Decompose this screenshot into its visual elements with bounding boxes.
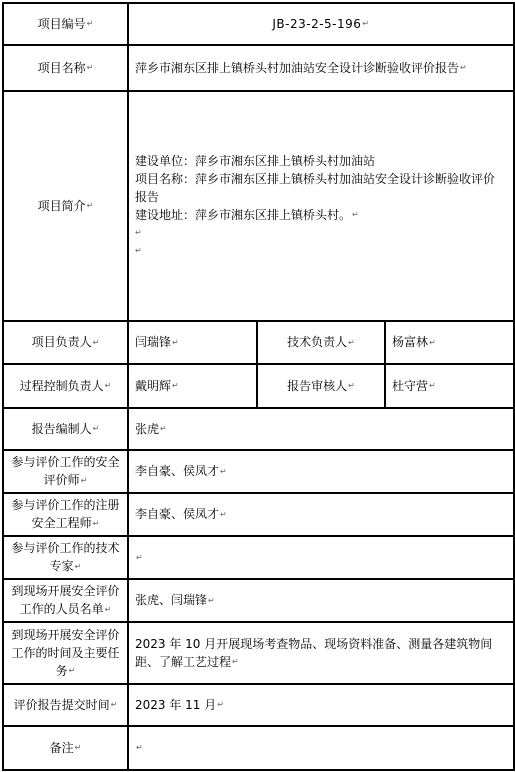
project-name-label: 项目名称↵ — [3, 45, 128, 91]
process-control-leader-label: 过程控制负责人↵ — [3, 364, 128, 408]
paragraph-mark-icon: ↵ — [92, 424, 100, 434]
paragraph-mark-icon: ↵ — [135, 246, 142, 256]
paragraph-mark-icon: ↵ — [86, 63, 94, 73]
paragraph-mark-icon: ↵ — [74, 743, 82, 753]
paragraph-mark-icon: ↵ — [136, 552, 143, 562]
paragraph-mark-icon: ↵ — [92, 518, 100, 528]
paragraph-mark-icon: ↵ — [74, 561, 82, 571]
tech-leader-value: 杨富林↵ — [385, 321, 514, 364]
safety-evaluators-label: 参与评价工作的安全评价师↵ — [3, 450, 128, 493]
paragraph-mark-icon: ↵ — [86, 201, 94, 211]
row-report-writer — [3, 408, 514, 450]
registered-engineers-label: 参与评价工作的注册安全工程师↵ — [3, 493, 128, 536]
paragraph-mark-icon: ↵ — [352, 210, 359, 220]
paragraph-mark-icon: ↵ — [110, 700, 118, 710]
paragraph-mark-icon: ↵ — [460, 63, 467, 73]
site-personnel-value: 张虎、闫瑞锋↵ — [128, 579, 514, 622]
paragraph-mark-icon: ↵ — [136, 743, 143, 753]
row-safety-evaluators — [3, 450, 514, 493]
paragraph-mark-icon: ↵ — [80, 475, 88, 485]
row-registered-engineers — [3, 493, 514, 536]
row-site-personnel — [3, 579, 514, 622]
project-intro-label: 项目简介↵ — [3, 91, 128, 321]
project-intro-value — [128, 91, 514, 321]
paragraph-mark-icon: ↵ — [220, 466, 227, 476]
paragraph-mark-icon: ↵ — [220, 509, 227, 519]
row-project-name — [3, 45, 514, 91]
report-writer-label: 报告编制人↵ — [3, 408, 128, 450]
project-name-value: 萍乡市湘东区排上镇桥头村加油站安全设计诊断验收评价报告↵ — [128, 45, 514, 91]
paragraph-mark-icon: ↵ — [217, 700, 224, 710]
site-time-tasks-value: 2023 年 10 月开展现场考查物品、现场资料准备、测量各建筑物间距、了解工艺过程↵ — [128, 622, 514, 684]
project-number-label: 项目编号↵ — [3, 3, 128, 45]
registered-engineers-value: 李自豪、侯凤才↵ — [128, 493, 514, 536]
paragraph-mark-icon: ↵ — [362, 19, 370, 29]
row-project-number — [3, 3, 514, 45]
tech-experts-value — [128, 536, 514, 579]
intro-line-name: 项目名称：萍乡市湘东区排上镇桥头村加油站安全设计诊断验收评价 — [135, 171, 496, 186]
paragraph-mark-icon: ↵ — [86, 19, 94, 29]
paragraph-mark-icon: ↵ — [348, 381, 355, 391]
submit-time-value: 2023 年 11 月↵ — [128, 684, 514, 726]
report-reviewer-value: 杜守营↵ — [385, 364, 514, 408]
paragraph-mark-icon: ↵ — [68, 666, 76, 676]
row-leaders — [3, 321, 514, 364]
tech-leader-label: 技术负责人↵ — [257, 321, 385, 364]
project-leader-label: 项目负责人↵ — [3, 321, 128, 364]
project-leader-value: 闫瑞锋↵ — [128, 321, 257, 364]
submit-time-label: 评价报告提交时间↵ — [3, 684, 128, 726]
paragraph-mark-icon: ↵ — [348, 337, 355, 347]
paragraph-mark-icon: ↵ — [104, 381, 112, 391]
row-control-review — [3, 364, 514, 408]
paragraph-mark-icon: ↵ — [232, 657, 239, 667]
intro-line-name-cont: 报告 — [135, 189, 160, 204]
safety-evaluators-value: 李自豪、侯凤才↵ — [128, 450, 514, 493]
intro-line-address: 建设地址：萍乡市湘东区排上镇桥头村。↵ — [135, 207, 359, 222]
row-remarks — [3, 726, 514, 770]
paragraph-mark-icon: ↵ — [172, 337, 179, 347]
paragraph-mark-icon: ↵ — [104, 604, 112, 614]
intro-line-unit: 建设单位：萍乡市湘东区排上镇桥头村加油站 — [135, 153, 376, 168]
remarks-value — [128, 726, 514, 770]
report-writer-value: 张虎↵ — [128, 408, 514, 450]
row-tech-experts — [3, 536, 514, 579]
project-number-value: JB-23-2-5-196↵ — [128, 3, 514, 45]
paragraph-mark-icon: ↵ — [135, 228, 142, 238]
paragraph-mark-icon: ↵ — [92, 337, 100, 347]
site-personnel-label: 到现场开展安全评价工作的人员名单↵ — [3, 579, 128, 622]
report-reviewer-label: 报告审核人↵ — [257, 364, 385, 408]
site-time-tasks-label: 到现场开展安全评价工作的时间及主要任务↵ — [3, 622, 128, 684]
row-site-time-tasks — [3, 622, 514, 684]
project-info-table — [2, 2, 515, 771]
paragraph-mark-icon: ↵ — [172, 381, 179, 391]
paragraph-mark-icon: ↵ — [429, 381, 436, 391]
tech-experts-label: 参与评价工作的技术专家↵ — [3, 536, 128, 579]
paragraph-mark-icon: ↵ — [208, 595, 215, 605]
process-control-leader-value: 戴明辉↵ — [128, 364, 257, 408]
row-project-intro — [3, 91, 514, 321]
paragraph-mark-icon: ↵ — [160, 424, 167, 434]
paragraph-mark-icon: ↵ — [429, 337, 436, 347]
remarks-label: 备注↵ — [3, 726, 128, 770]
row-submit-time — [3, 684, 514, 726]
